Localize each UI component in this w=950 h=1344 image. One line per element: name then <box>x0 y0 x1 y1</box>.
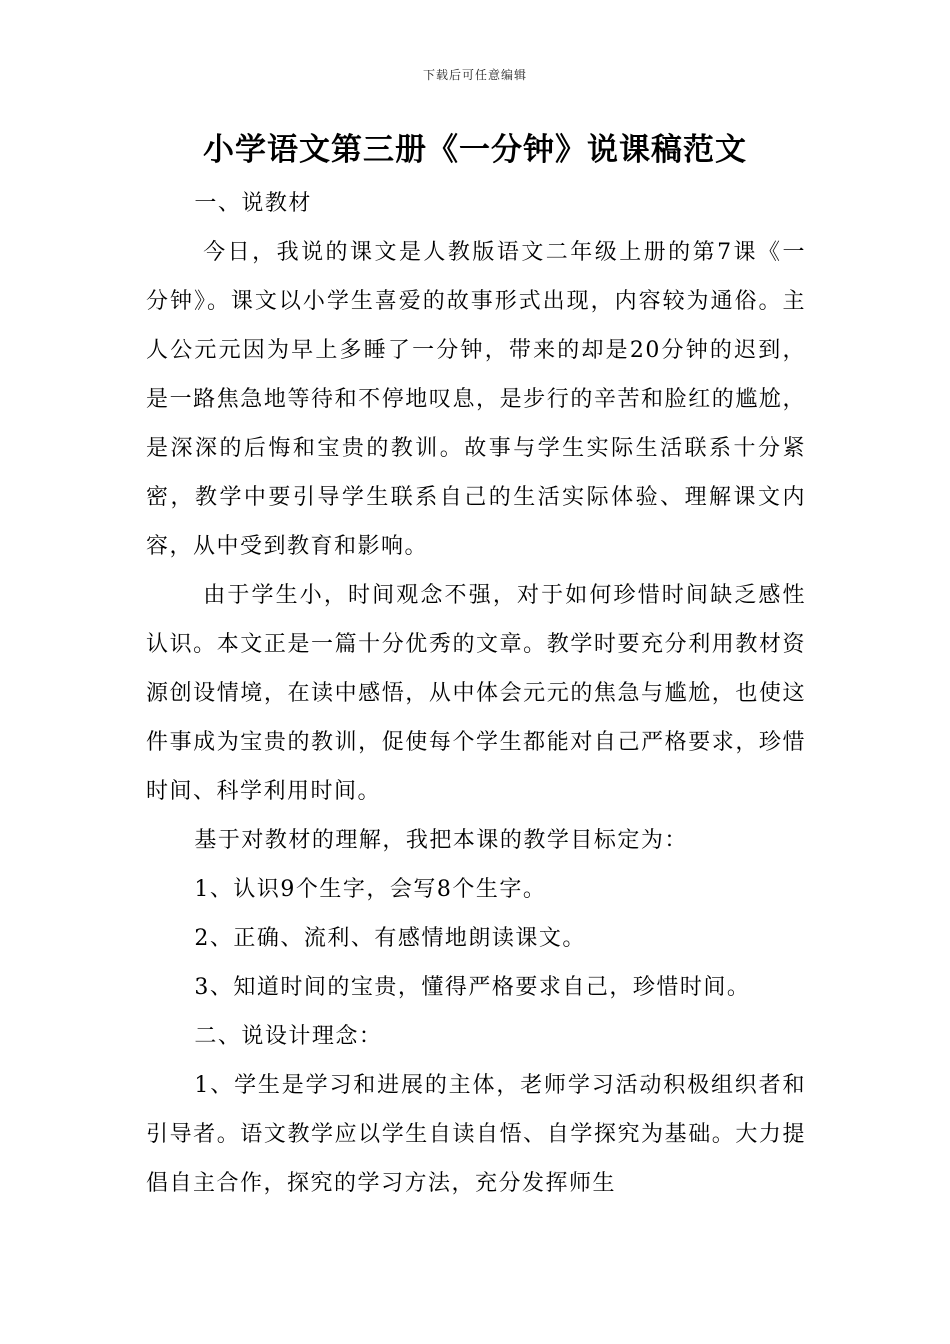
header-note: 下载后可任意编辑 <box>422 68 527 82</box>
section-heading-design-concept: 二、说设计理念： <box>194 1024 383 1049</box>
paragraph-text-intro: 今日，我说的课文是人教版语文二年级上册的第7课《一分钟》。课文以小学生喜爱的故事形式出现，内容较为通俗。主人公元元因为早上多睡了一分钟，带来的却是20分钟的迟到，是一路焦急地等待和不停地叹息，是步行的辛苦和脸红的尴尬，是深深的后悔和宝贵的教训。故事与学生实际生活联系十分紧密，教学中要引导学生联系自己的生活实际体验、理解课文内容，从中受到教育和影响。 <box>146 240 806 559</box>
goal-item-2: 2、正确、流利、有感情地朗读课文。 <box>194 926 586 951</box>
document-title: 小学语文第三册《一分钟》说课稿范文 <box>203 132 747 168</box>
section-heading-teaching-material: 一、说教材 <box>194 191 312 216</box>
goal-item-3: 3、知道时间的宝贵，懂得严格要求自己，珍惜时间。 <box>194 975 751 1000</box>
goal-item-1: 1、认识9个生字，会写8个生字。 <box>194 877 547 902</box>
paragraph-text-analysis: 由于学生小，时间观念不强，对于如何珍惜时间缺乏感性认识。本文正是一篇十分优秀的文章。教学时要充分利用教材资源创设情境，在读中感悟，从中体会元元的焦急与尴尬，也使这件事成为宝贵的教训，促使每个学生都能对自己严格要求，珍惜时间、科学利用时间。 <box>146 583 806 804</box>
document-body <box>146 179 806 1208</box>
paragraph-goals-lead: 基于对教材的理解，我把本课的教学目标定为： <box>194 828 688 853</box>
paragraph-design-concept-1: 1、学生是学习和进展的主体，老师学习活动积极组织者和引导者。语文教学应以学生自读自悟、自学探究为基础。大力提倡自主合作，探究的学习方法，充分发挥师生 <box>146 1073 806 1196</box>
